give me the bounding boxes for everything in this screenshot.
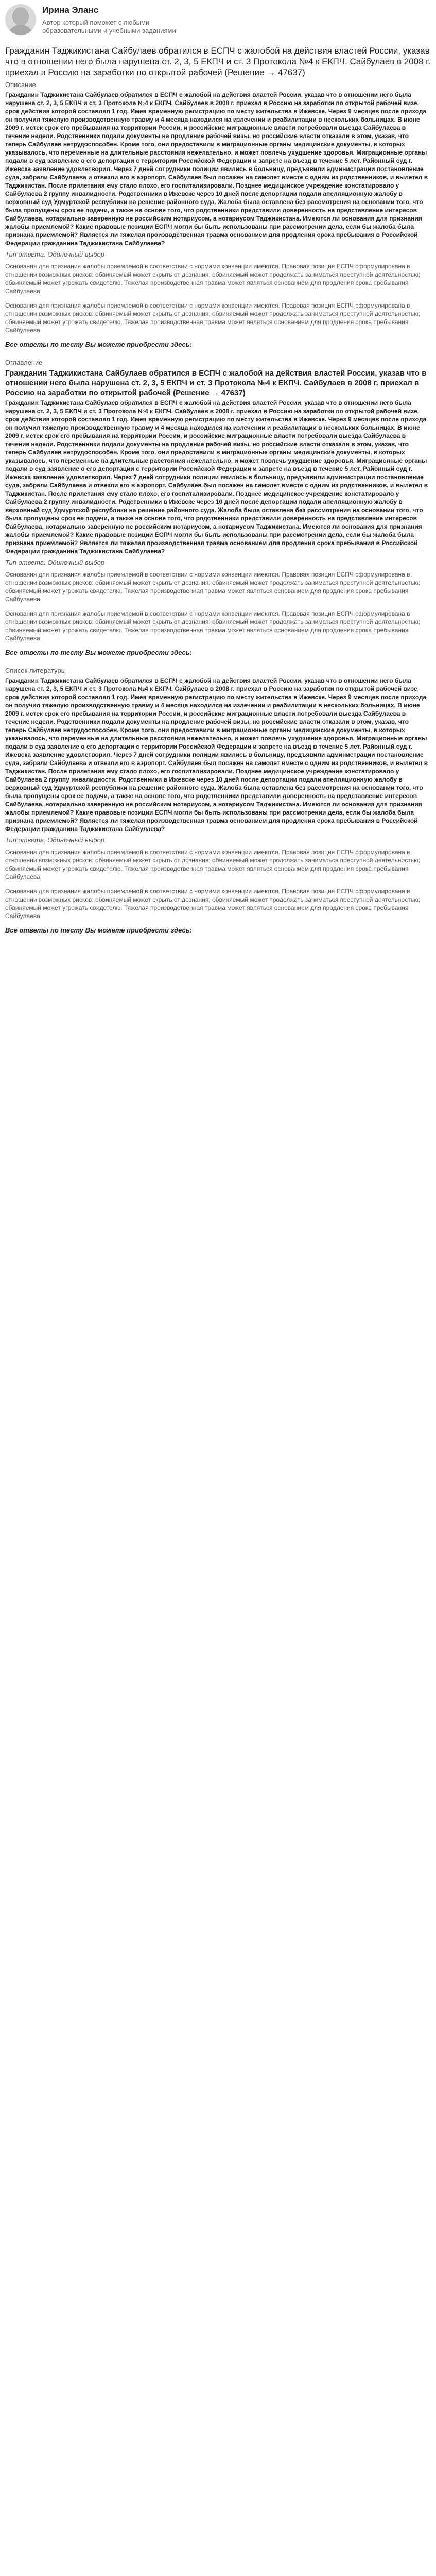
section-label-references: Список литературы (5, 667, 66, 674)
answer-paragraph: Основания для признания жалобы приемлемой в соответствии с нормами конвенции имеются. Правовая позиция ЕСПЧ сформулирована в отношении возможных рисков: обвиняемый может скрыть от дознания; обвиняемый может продолжать заниматься преступной деятельностью; обвиняемый может угрожать свидетелю. Тяжелая производственная травма может являться основанием для продления срока пребывания Сайбулаева (5, 263, 421, 295)
question-text: Гражданин Таджикистана Сайбулаев обратился в ЕСПЧ с жалобой на действия властей России, указав что в отношении него была нарушена ст. 2, 3, 5 ЕКПЧ и ст. 3 Протокола №4 к ЕКПЧ. Сайбулаев в 2008 г. приехал в Россию на заработки по открытой рабочей визе, срок действия которой составлял 1 год. Имея временную регистрацию по месту жительства в Ижевске. Через 9 месяцев после прихода он получил тяжелую производственную травму и 4 месяца находился на излечении и реабилитации в нескольких больницах. В июне 2009 г. истек срок его пребывания на территории России, и российские миграционные власти потребовали выезда Сайбулаева в течение недели. Родственники подали документы на продление рабочей визы, но российские власти отказали в этом, указав, что теперь Сайбулаев нетрудоспособен. Кроме того, они предоставили в миграционные органы медицинские документы, в которых указывалось, что переменные на длительные расстояния нежелательно, и может повлечь ухудшение здоровья. Миграционные органы подали в суд заявление о его депортации с территории Российской Федерации и запрете на въезд в течение 5 лет. Районный суд г. Ижевска заявление удовлетворил. Через 7 дней сотрудники полиции явились в больницу, предъявили администрации постановление суда, забрали Сайбулаева и отвезли его в аэропорт. Сайбулаев был посажен на самолет вместе с одним из родственников, и вылетел в Таджикистан. После прилетания ему стало плохо, его госпитализировали. Позднее медицинское учреждение констатировало у Сайбулаева 2 группу инвалидности. Родственники в Ижевске через 10 дней после депортации подали апелляционную жалобу в верховный суд Удмуртской республики на решение районного суда. Жалоба была оставлена без рассмотрения на основании того, что была пропущены срок ее подачи, а также на основе того, что родственники представили доверенность на представление интересов Сайбулаева, нотариально заверенную не российским нотариусом, а нотариусом Таджикистана. Имеются ли основания для признания жалобы приемлемой? Какие правовые позиции ЕСПЧ могли бы быть использованы при рассмотрении дела, если бы жалоба была признана приемлемой? Является ли тяжелая производственная травма основанием для продления срока пребывания в Российской Федерации гражданина Таджикистана Сайбулаева? (5, 677, 428, 833)
question-text: Гражданин Таджикистана Сайбулаев обратился в ЕСПЧ с жалобой на действия властей России, указав что в отношении него была нарушена ст. 2, 3, 5 ЕКПЧ и ст. 3 Протокола №4 к ЕКПЧ. Сайбулаев в 2008 г. приехал в Россию на заработки по открытой рабочей визе, срок действия которой составлял 1 год. Имея временную регистрацию по месту жительства в Ижевске. Через 9 месяцев после прихода он получил тяжелую производственную травму и 4 месяца находился на излечении и реабилитации в нескольких больницах. В июне 2009 г. истек срок его пребывания на территории России, и российские миграционные власти потребовали выезда Сайбулаева в течение недели. Родственники подали документы на продление рабочей визы, но российские власти отказали в этом, указав, что теперь Сайбулаев нетрудоспособен. Кроме того, они предоставили в миграционные органы медицинские документы, в которых указывалось, что переменные на длительные расстояния нежелательно, и может повлечь ухудшение здоровья. Миграционные органы подали в суд заявление о его депортации с территории Российской Федерации и запрете на въезд в течение 5 лет. Районный суд г. Ижевска заявление удовлетворил. Через 7 дней сотрудники полиции явились в больницу, предъявили администрации постановление суда, забрали Сайбулаева и отвезли его в аэропорт. Сайбулаев был посажен на самолет вместе с одним из родственников, и вылетел в Таджикистан. После прилетания ему стало плохо, его госпитализировали. Позднее медицинское учреждение констатировало у Сайбулаева 2 группу инвалидности. Родственники в Ижевске через 10 дней после депортации подали апелляционную жалобу в верховный суд Удмуртской республики на решение районного суда. Жалоба была оставлена без рассмотрения на основании того, что была пропущены срок ее подачи, а также на основе того, что родственники представили доверенность на представление интересов Сайбулаева, нотариально заверенную не российским нотариусом, а нотариусом Таджикистана. Имеются ли основания для признания жалобы приемлемой? Какие правовые позиции ЕСПЧ могли бы быть использованы при рассмотрении дела, если бы жалоба была признана приемлемой? Является ли тяжелая производственная травма основанием для продления срока пребывания в Российской Федерации гражданина Таджикистана Сайбулаева? (5, 399, 428, 555)
description-section (5, 81, 431, 348)
answer-paragraph: Основания для признания жалобы приемлемой в соответствии с нормами конвенции имеются. Правовая позиция ЕСПЧ сформулирована в отношении возможных рисков: обвиняемый может скрыть от дознания; обвиняемый может продолжать заниматься преступной деятельностью; обвиняемый может угрожать свидетелю. Тяжелая производственная травма может являться основанием для продления срока пребывания Сайбулаева (5, 302, 421, 334)
section-title: Гражданин Таджикистана Сайбулаев обратился в ЕСПЧ с жалобой на действия властей России, указав что в отношении него была нарушена ст. 2, 3, 5 ЕКПЧ и ст. 3 Протокола №4 к ЕКПЧ. Сайбулаев в 2008 г. приехал в Россию на заработки по открытой рабочей (Решение → 47637) (5, 369, 427, 397)
purchase-link[interactable]: Все ответы по тесту Вы можете приобрести здесь: (5, 341, 192, 348)
answer-paragraph: Основания для признания жалобы приемлемой в соответствии с нормами конвенции имеются. Правовая позиция ЕСПЧ сформулирована в отношении возможных рисков: обвиняемый может скрыть от дознания; обвиняемый может продолжать заниматься преступной деятельностью; обвиняемый может угрожать свидетелю. Тяжелая производственная травма может являться основанием для продления срока пребывания Сайбулаева (5, 888, 421, 920)
section-label-toc: Оглавление (5, 359, 43, 366)
work-type: Тип ответа: Одиночный выбор (5, 558, 105, 566)
author-name[interactable]: Ирина Эланс (42, 5, 99, 15)
section-label-description: Описание (5, 81, 36, 89)
purchase-link[interactable]: Все ответы по тесту Вы можете приобрести здесь: (5, 649, 192, 656)
work-type: Тип ответа: Одиночный выбор (5, 836, 105, 844)
answer-paragraph: Основания для признания жалобы приемлемой в соответствии с нормами конвенции имеются. Правовая позиция ЕСПЧ сформулирована в отношении возможных рисков: обвиняемый может скрыть от дознания; обвиняемый может продолжать заниматься преступной деятельностью; обвиняемый может угрожать свидетелю. Тяжелая производственная травма может являться основанием для продления срока пребывания Сайбулаева (5, 849, 421, 880)
avatar-face-shape (12, 7, 29, 26)
work-type: Тип ответа: Одиночный выбор (5, 250, 105, 258)
references-section (5, 667, 431, 934)
question-text: Гражданин Таджикистана Сайбулаев обратился в ЕСПЧ с жалобой на действия властей России, указав что в отношении него была нарушена ст. 2, 3, 5 ЕКПЧ и ст. 3 Протокола №4 к ЕКПЧ. Сайбулаев в 2008 г. приехал в Россию на заработки по открытой рабочей визе, срок действия которой составлял 1 год. Имея временную регистрацию по месту жительства в Ижевске. Через 9 месяцев после прихода он получил тяжелую производственную травму и 4 месяца находился на излечении и реабилитации в нескольких больницах. В июне 2009 г. истек срок его пребывания на территории России, и российские миграционные власти потребовали выезда Сайбулаева в течение недели. Родственники подали документы на продление рабочей визы, но российские власти отказали в этом, указав, что теперь Сайбулаев нетрудоспособен. Кроме того, они предоставили в миграционные органы медицинские документы, в которых указывалось, что переменные на длительные расстояния нежелательно, и может повлечь ухудшение здоровья. Миграционные органы подали в суд заявление о его депортации с территории Российской Федерации и запрете на въезд в течение 5 лет. Районный суд г. Ижевска заявление удовлетворил. Через 7 дней сотрудники полиции явились в больницу, предъявили администрации постановление суда, забрали Сайбулаева и отвезли его в аэропорт. Сайбулаев был посажен на самолет вместе с одним из родственников, и вылетел в Таджикистан. После прилетания ему стало плохо, его госпитализировали. Позднее медицинское учреждение констатировало у Сайбулаева 2 группу инвалидности. Родственники в Ижевске через 10 дней после депортации подали апелляционную жалобу в верховный суд Удмуртской республики на решение районного суда. Жалоба была оставлена без рассмотрения на основании того, что была пропущены срок ее подачи, а также на основе того, что родственники представили доверенность на представление интересов Сайбулаева, нотариально заверенную не российским нотариусом, а нотариусом Таджикистана. Имеются ли основания для признания жалобы приемлемой? Какие правовые позиции ЕСПЧ могли бы быть использованы при рассмотрении дела, если бы жалоба была признана приемлемой? Является ли тяжелая производственная травма основанием для продления срока пребывания в Российской Федерации гражданина Таджикистана Сайбулаева? (5, 91, 428, 247)
answer-paragraph: Основания для признания жалобы приемлемой в соответствии с нормами конвенции имеются. Правовая позиция ЕСПЧ сформулирована в отношении возможных рисков: обвиняемый может скрыть от дознания; обвиняемый может продолжать заниматься преступной деятельностью; обвиняемый может угрожать свидетелю. Тяжелая производственная травма может являться основанием для продления срока пребывания Сайбулаева (5, 610, 421, 642)
author-info (42, 4, 197, 35)
avatar[interactable] (5, 4, 36, 35)
toc-section (5, 359, 431, 656)
author-bio: Автор который поможет с любыми образовательными и учебными заданиями (42, 19, 176, 35)
author-header (5, 4, 431, 35)
purchase-link[interactable]: Все ответы по тесту Вы можете приобрести здесь: (5, 926, 192, 934)
answer-paragraph: Основания для признания жалобы приемлемой в соответствии с нормами конвенции имеются. Правовая позиция ЕСПЧ сформулирована в отношении возможных рисков: обвиняемый может скрыть от дознания; обвиняемый может продолжать заниматься преступной деятельностью; обвиняемый может угрожать свидетелю. Тяжелая производственная травма может являться основанием для продления срока пребывания Сайбулаева (5, 571, 421, 603)
page (0, 0, 436, 955)
page-title: Гражданин Таджикистана Сайбулаев обратился в ЕСПЧ с жалобой на действия властей России, указав что в отношении него была нарушена ст. 2, 3, 5 ЕКПЧ и ст. 3 Протокола №4 к ЕКПЧ. Сайбулаев в 2008 г. приехал в Россию на заработки по открытой рабочей (Решение → 47637) (5, 46, 431, 77)
avatar-body-shape (7, 25, 34, 35)
